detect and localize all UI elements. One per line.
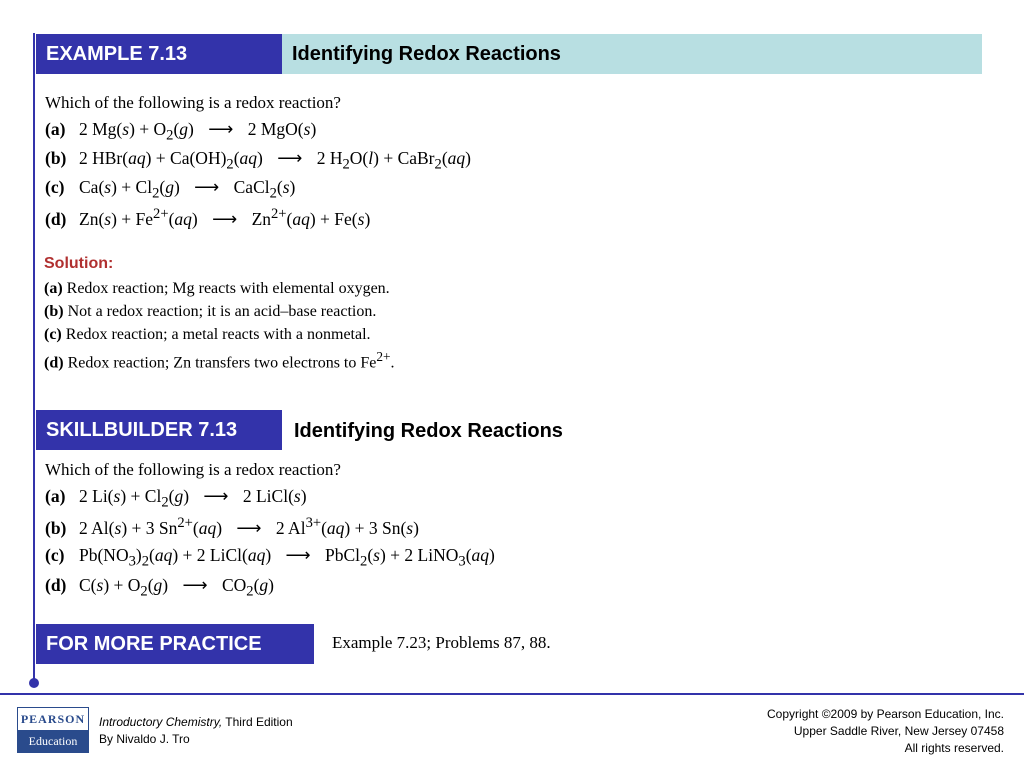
copyright-line-3: All rights reserved. (904, 741, 1004, 755)
reaction-label: (b) (45, 517, 67, 538)
footer-rule (0, 693, 1024, 695)
example-reaction-a: (a) 2 $Mg(s) + O_2(g)$ ⟶ 2 MgO(s) (45, 119, 317, 144)
solution-item-b (44, 303, 376, 321)
example-title: Identifying Redox Reactions (292, 43, 561, 65)
solution-text: Redox reaction; a metal reacts with a nonmetal. (65, 326, 371, 343)
example-banner: EXAMPLE 7.13 (36, 34, 282, 74)
reaction-label: (d) (45, 208, 67, 229)
solution-end: . (390, 354, 395, 372)
logo-top: PEARSON (18, 708, 88, 730)
example-reaction-b: (b) 2 $HBr(aq) + Ca(OH)_2(aq)$ ⟶ 2 $H_2O(l)$ + CaBr$_2$(aq) (45, 148, 471, 173)
solution-heading: Solution: (44, 255, 114, 272)
reaction-label: (b) (45, 148, 67, 168)
solution-label: (a) (44, 280, 63, 297)
reaction-label: (d) (45, 575, 67, 595)
copyright (767, 706, 1004, 757)
book-author: By Nivaldo J. Tro (99, 732, 190, 746)
solution-superscript: 2+ (376, 349, 391, 364)
book-title-line (99, 714, 293, 731)
solution-label: (c) (44, 326, 62, 343)
reaction-label: (a) (45, 486, 66, 506)
solution-label: (b) (44, 303, 64, 320)
skillbuilder-reaction-c: (c) $Pb(NO_3)_2(aq) + 2$ LiCl(aq) ⟶ PbCl$_2$(s) + 2 LiNO$_3$(aq) (45, 545, 495, 570)
copyright-line-2: Upper Saddle River, New Jersey 07458 (793, 724, 1004, 738)
example-reaction-c: (c) $Ca(s) + Cl_2(g)$ ⟶ CaCl$_2$(s) (45, 177, 296, 202)
skillbuilder-question: Which of the following is a redox reaction? (45, 460, 341, 479)
practice-text: Example 7.23; Problems 87, 88. (332, 633, 551, 652)
solution-text: Redox reaction; Mg reacts with elemental oxygen. (66, 280, 390, 297)
skillbuilder-reaction-d: (d) $C(s) + O_2(g)$ ⟶ $CO_2(g)$ (45, 575, 274, 600)
book-info (99, 714, 293, 748)
solution-text: Redox reaction; Zn transfers two electrons to Fe (67, 354, 377, 372)
solution-item-a (44, 280, 390, 298)
example-reaction-d: (d) $Zn(s) + Fe^{2+}(aq)$ ⟶ $Zn^{2+}(aq) + Fe(s)$ (45, 206, 371, 229)
skillbuilder-reaction-a: (a) 2 $Li(s) + Cl_2(g)$ ⟶ 2 LiCl(s) (45, 486, 307, 511)
skillbuilder-banner: SKILLBUILDER 7.13 (36, 410, 282, 450)
solution-item-d (44, 349, 395, 372)
rule-dot (29, 678, 39, 688)
skillbuilder-title: Identifying Redox Reactions (294, 420, 563, 442)
practice-banner: FOR MORE PRACTICE (36, 624, 314, 664)
reaction-label: (c) (45, 545, 65, 565)
book-edition: Third Edition (222, 715, 293, 729)
solution-text: Not a redox reaction; it is an acid–base reaction. (67, 303, 377, 320)
reaction-label: (a) (45, 119, 66, 139)
skillbuilder-reaction-b: (b) 2 Al(s) + 3 $Sn^{2+}(aq)$ ⟶ 2 $Al^{3+}(aq) + 3$ Sn(s) (45, 515, 419, 538)
solution-item-c (44, 326, 371, 344)
logo-bottom: Education (18, 730, 88, 752)
reaction-label: (c) (45, 177, 65, 197)
solution-label: (d) (44, 354, 64, 372)
copyright-line-1: Copyright ©2009 by Pearson Education, Inc. (767, 707, 1004, 721)
pearson-logo (17, 707, 89, 753)
book-title: Introductory Chemistry, (99, 715, 223, 729)
example-question: Which of the following is a redox reaction? (45, 93, 341, 112)
left-rule (33, 33, 35, 683)
